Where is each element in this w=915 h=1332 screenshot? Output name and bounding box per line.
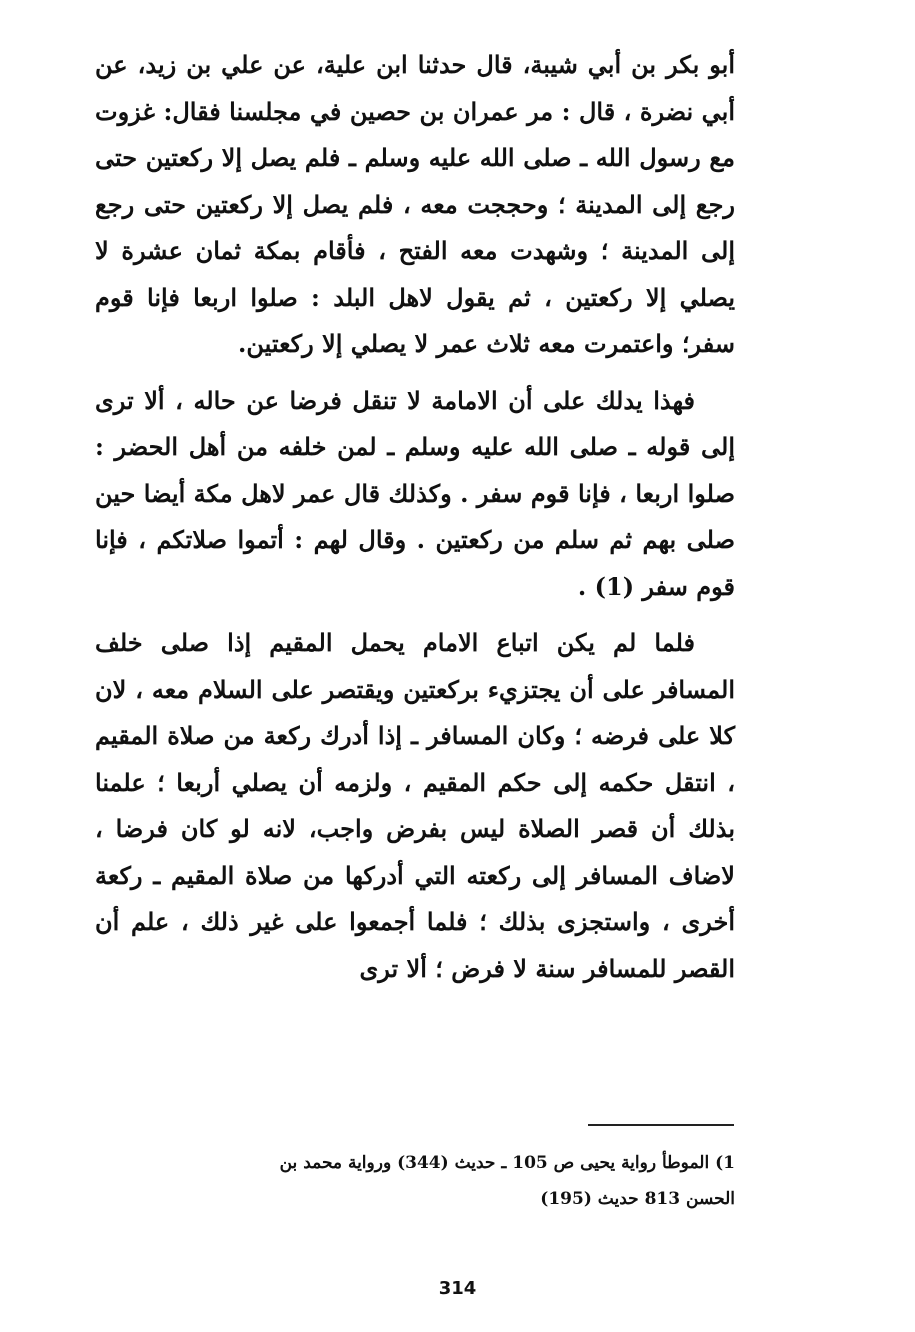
text-line: خلف المسافر على أن يجتزيء بركعتين ويقتصر على السلام xyxy=(95,628,735,704)
text-line: الحضر : صلوا اربعا ، فإنا قوم سفر . وكذلك قال عمر لاهل xyxy=(95,432,735,508)
text-line: صلوا اربعا فإنا قوم سفر؛ واعتمرت معه ثلاث عمر لا يصلي إلا ركعتين. xyxy=(95,282,735,358)
footnote-divider xyxy=(588,1124,734,1126)
text-line: على غير ذلك ، علم أن القصر للمسافر سنة لا فرض ؛ ألا ترى xyxy=(95,907,735,983)
text-line: فهذا يدلك على أن الامامة لا تنقل فرضا عن حاله ، xyxy=(175,385,695,415)
text-line: من صلاة المقيم ـ ركعة أخرى ، واستجزى بذلك ؛ فلما أجمعوا xyxy=(95,860,735,936)
text-line: لانه لو كان فرضا ، لاضاف المسافر إلى ركعته التي أدركها xyxy=(95,814,735,890)
footnote-line: 1) الموطأ رواية يحيى ص 105 ـ حديث (344) ورواية محمد بن xyxy=(279,1153,735,1173)
text-line: فلما لم يكن اتباع الامام يحمل المقيم إذا صلى xyxy=(160,628,696,657)
text-line: ركعتين حتى رجع إلى المدينة ؛ وحججت معه ، فلم يصل إلا xyxy=(95,143,735,219)
main-text xyxy=(95,42,735,992)
text-line: ركعتين حتى رجع إلى المدينة ؛ وشهدت معه الفتح ، فأقام xyxy=(95,189,736,265)
text-line: ألا ترى إلى قوله ـ صلى الله عليه وسلم ـ لمن خلفه من أهل xyxy=(95,385,735,461)
footnote-line: الحسن 813 حديث (195) xyxy=(540,1189,735,1209)
text-line: أتموا صلاتكم ، فإنا قوم سفر (1) . xyxy=(95,525,735,601)
text-line: معه ، لان كلا على فرضه ؛ وكان المسافر ـ إذا أدرك xyxy=(95,674,735,750)
text-line: ركعة من صلاة المقيم ، انتقل حكمه إلى حكم المقيم ، ولزمه xyxy=(95,721,736,797)
text-line: أبو بكر بن أبي شيبة، قال حدثنا ابن علية، عن علي بن زيد، xyxy=(137,50,735,79)
paragraph-3 xyxy=(95,620,735,992)
text-line: بمكة ثمان عشرة لا يصلي إلا ركعتين ، ثم يقول لاهل البلد : xyxy=(95,236,736,312)
text-line: عن أبي نضرة ، قال : مر عمران بن حصين في مجلسنا فقال: xyxy=(95,50,735,126)
text-line: غزوت مع رسول الله ـ صلى الله عليه وسلم ـ فلم يصل إلا xyxy=(95,96,735,172)
footnote xyxy=(95,1145,735,1217)
paragraph-1 xyxy=(95,42,735,368)
text-line: مكة أيضا حين صلى بهم ثم سلم من ركعتين . وقال لهم : xyxy=(95,478,736,554)
paragraph-2 xyxy=(95,378,735,611)
page-number: 314 xyxy=(438,1278,477,1299)
text-line: أن يصلي أربعا ؛ علمنا بذلك أن قصر الصلاة ليس بفرض واجب، xyxy=(95,767,736,843)
